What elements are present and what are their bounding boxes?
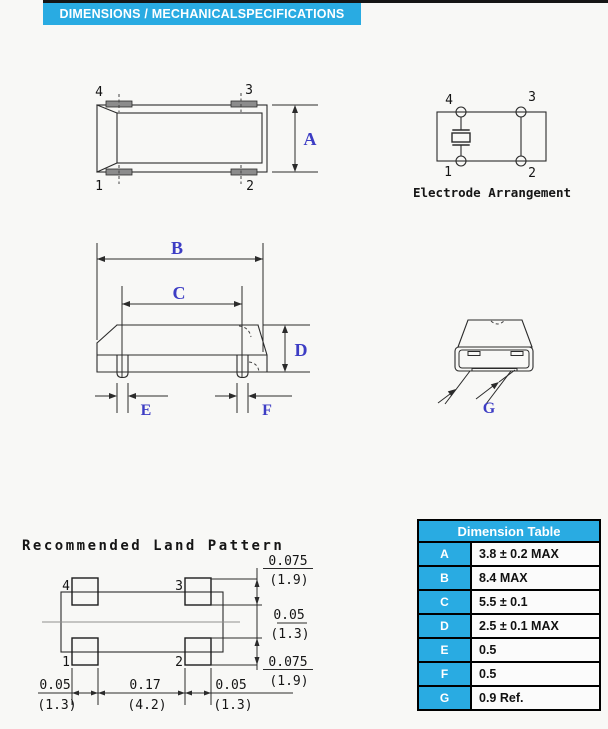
electrode-arrangement [413, 90, 571, 200]
land-pin4: 4 [62, 579, 70, 594]
table-value: 0.5 [479, 643, 497, 657]
dimension-table [417, 519, 601, 711]
table-value: 0.5 [479, 667, 497, 681]
dim-g-label: G [482, 400, 496, 417]
land-pin2: 2 [175, 655, 183, 670]
electrode-pin2: 2 [528, 166, 536, 181]
table-value: 2.5 ± 0.1 MAX [479, 619, 559, 633]
pad-2 [231, 169, 257, 175]
vdim-top-in: 0.075 [268, 554, 308, 569]
table-key: G [419, 687, 472, 709]
table-value: 5.5 ± 0.1 [479, 595, 528, 609]
vdim-bot-in: 0.075 [268, 655, 308, 670]
hdim-mid-in: 0.17 [129, 678, 161, 693]
vdim-bot-mm: (1.9) [269, 674, 309, 689]
table-value: 8.4 MAX [479, 571, 528, 585]
electrode-pin3: 3 [528, 90, 536, 105]
table-value: 0.9 Ref. [479, 691, 524, 705]
hdim-left-mm: (1.3) [37, 698, 77, 713]
electrode-pin4: 4 [445, 93, 453, 108]
pad-3 [231, 101, 257, 107]
table-key: C [419, 591, 472, 613]
table-key: F [419, 663, 472, 685]
land-pin1: 1 [62, 655, 70, 670]
vdim-mid-in: 0.05 [273, 608, 305, 623]
table-key: B [419, 567, 472, 589]
vdim-top-mm: (1.9) [269, 573, 309, 588]
vdim-mid-mm: (1.3) [270, 627, 310, 642]
crystal-symbol [452, 133, 470, 142]
table-row [419, 591, 599, 615]
table-row [419, 687, 599, 709]
electrode-caption: Electrode Arrangement [412, 185, 572, 200]
dimension-table-title: Dimension Table [419, 521, 599, 543]
table-row [419, 567, 599, 591]
top-view-pin2: 2 [246, 179, 254, 194]
land-pin3: 3 [175, 579, 183, 594]
dim-a-label: A [303, 129, 317, 149]
section-title: DIMENSIONS / MECHANICALSPECIFICATIONS [59, 7, 345, 21]
hdim-right-in: 0.05 [215, 678, 247, 693]
dim-b-label: B [170, 238, 184, 258]
table-value: 3.8 ± 0.2 MAX [479, 547, 559, 561]
dim-f-label: F [262, 402, 272, 419]
package-bottom-3d-view [438, 320, 533, 417]
top-view-pin3: 3 [245, 83, 253, 98]
land-pattern-title: Recommended Land Pattern [22, 538, 285, 554]
top-view-pin1: 1 [95, 179, 103, 194]
hdim-left-in: 0.05 [39, 678, 71, 693]
table-row [419, 543, 599, 567]
top-view-pin4: 4 [95, 85, 103, 100]
table-row [419, 615, 599, 639]
bottom-pad-right [511, 352, 523, 356]
table-key: A [419, 543, 472, 565]
dim-d-label: D [294, 340, 308, 360]
package-top-view [95, 83, 318, 194]
dim-c-label: C [172, 283, 186, 303]
hdim-mid-mm: (4.2) [127, 698, 167, 713]
dim-e-label: E [140, 402, 152, 419]
table-row [419, 663, 599, 687]
hdim-right-mm: (1.3) [213, 698, 253, 713]
bottom-pad-left [468, 352, 480, 356]
table-key: E [419, 639, 472, 661]
land-pattern [22, 538, 313, 713]
table-key: D [419, 615, 472, 637]
table-row [419, 639, 599, 663]
package-side-view [95, 238, 310, 419]
electrode-pin1: 1 [444, 165, 452, 180]
